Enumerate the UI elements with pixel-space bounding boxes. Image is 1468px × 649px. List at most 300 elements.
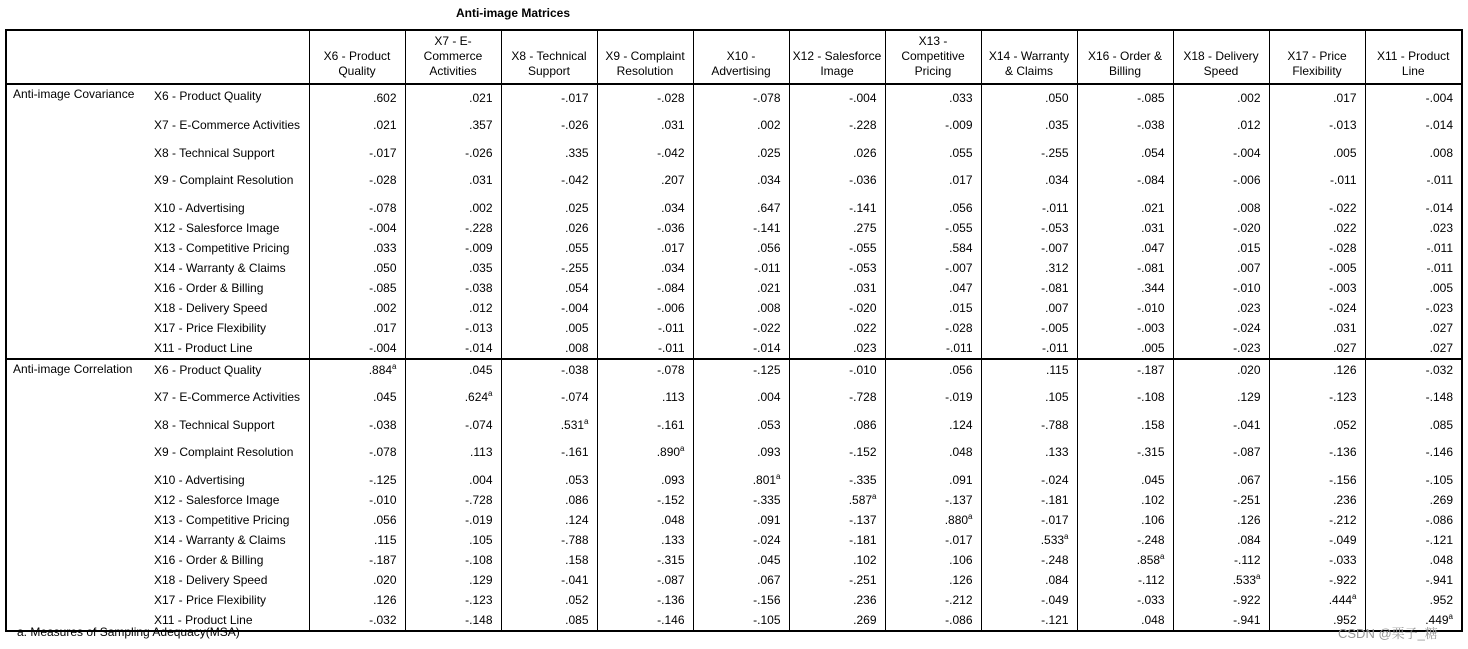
cell-value: .005: [565, 320, 589, 335]
cell-value: -.041: [1233, 417, 1261, 432]
value-cell: [1365, 550, 1462, 570]
cell-value: .312: [1045, 260, 1069, 275]
value-cell: [789, 163, 885, 198]
value-cell: [597, 415, 693, 435]
cell-value: -.010: [369, 492, 397, 507]
cell-value: -.161: [561, 445, 589, 459]
cell-value: -.011: [658, 320, 685, 335]
cell-value: -.123: [1329, 390, 1357, 404]
cell-value: -.028: [369, 173, 397, 187]
cell-value: .005: [1333, 145, 1357, 160]
value-cell: [981, 218, 1077, 238]
row-label: X6 - Product Quality: [152, 359, 309, 380]
cell-value: -.053: [849, 260, 877, 275]
cell-value: -.181: [849, 532, 877, 547]
value-cell: [1365, 108, 1462, 143]
cell-value: -.004: [561, 300, 589, 315]
cell-value: -.081: [1041, 280, 1069, 295]
value-cell: [1077, 338, 1173, 359]
table-row: [6, 163, 1462, 198]
value-cell: [981, 510, 1077, 530]
cell-value: .091: [949, 472, 973, 487]
value-cell: [597, 380, 693, 415]
cell-value: -.156: [753, 592, 781, 607]
cell-value: .027: [1429, 320, 1453, 335]
column-header: X8 - Technical Support: [501, 30, 597, 84]
value-cell: [981, 610, 1077, 631]
value-cell: [693, 550, 789, 570]
cell-value: .587: [848, 492, 873, 507]
cell-value: -.055: [945, 220, 973, 235]
row-label: X9 - Complaint Resolution: [154, 445, 294, 459]
value-cell: [981, 298, 1077, 318]
value-cell: [789, 218, 885, 238]
value-cell: [405, 143, 501, 163]
cell-value: -.003: [1329, 280, 1357, 295]
value-cell: [405, 108, 501, 143]
covariance-section: [6, 84, 1462, 359]
cell-value: .533: [1040, 532, 1065, 547]
cell-value: -.006: [1233, 173, 1261, 187]
cell-value: -.141: [753, 220, 781, 235]
value-cell: [693, 298, 789, 318]
value-cell: [309, 143, 405, 163]
value-cell: [1269, 530, 1365, 550]
section-label: Anti-image Correlation: [6, 359, 152, 631]
value-cell: [597, 570, 693, 590]
cell-value: .026: [853, 145, 877, 160]
value-cell: [405, 258, 501, 278]
cell-value: .085: [1429, 417, 1453, 432]
cell-value: -.017: [369, 145, 397, 160]
value-cell: [1077, 108, 1173, 143]
cell-value: -.020: [849, 300, 877, 315]
value-cell: [1269, 278, 1365, 298]
value-cell: [1365, 84, 1462, 108]
value-cell: [789, 143, 885, 163]
cell-value: -.019: [465, 512, 493, 527]
cell-value: -.026: [465, 145, 493, 160]
value-cell: [1365, 415, 1462, 435]
cell-value: .004: [757, 390, 781, 404]
value-cell: [1077, 318, 1173, 338]
value-cell: [693, 163, 789, 198]
anti-image-matrices-table: [5, 29, 1463, 632]
cell-value: .026: [565, 220, 589, 235]
value-cell: [1365, 510, 1462, 530]
value-cell: [885, 318, 981, 338]
cell-value: -.004: [1425, 90, 1453, 105]
value-cell: [501, 570, 597, 590]
value-cell: [405, 238, 501, 258]
cell-value: .602: [373, 90, 397, 105]
value-cell: [501, 359, 597, 380]
cell-value: .105: [469, 532, 493, 547]
value-cell: [885, 108, 981, 143]
footnote: a. Measures of Sampling Adequacy(MSA): [17, 625, 240, 639]
value-cell: [1173, 318, 1269, 338]
value-cell: [885, 550, 981, 570]
cell-value: -.335: [753, 492, 781, 507]
cell-value: .093: [757, 445, 781, 459]
value-cell: [981, 278, 1077, 298]
cell-value: .033: [949, 90, 973, 105]
value-cell: [789, 610, 885, 631]
cell-value: .105: [1045, 390, 1069, 404]
value-cell: [693, 435, 789, 470]
cell-value: -.125: [753, 362, 781, 377]
cell-value: -.728: [465, 492, 493, 507]
cell-value: -.085: [369, 280, 397, 295]
cell-value: -.161: [657, 417, 685, 432]
cell-value: .025: [757, 145, 781, 160]
row-label: X18 - Delivery Speed: [154, 300, 268, 315]
cell-value: -.251: [849, 572, 877, 587]
table-row: [6, 550, 1462, 570]
cell-value: -.038: [561, 362, 589, 377]
value-cell: [1173, 415, 1269, 435]
row-label: X10 - Advertising: [154, 472, 245, 487]
value-cell: [789, 278, 885, 298]
value-cell: [309, 610, 405, 631]
row-label: X13 - Competitive Pricing: [154, 240, 290, 255]
cell-value: .035: [1045, 118, 1069, 132]
cell-value: .048: [1429, 552, 1453, 567]
cell-value: .015: [1237, 240, 1261, 255]
table-row: [6, 84, 1462, 108]
cell-value: -.011: [754, 260, 781, 275]
cell-value: .002: [469, 200, 493, 215]
value-cell: [981, 108, 1077, 143]
cell-value: -.146: [657, 612, 685, 627]
cell-value: .047: [949, 280, 973, 295]
cell-value: -.212: [1329, 512, 1357, 527]
value-cell: [405, 218, 501, 238]
value-cell: [693, 359, 789, 380]
cell-value: -.022: [753, 320, 781, 335]
value-cell: [789, 198, 885, 218]
value-cell: [1173, 610, 1269, 631]
value-cell: [1269, 435, 1365, 470]
cell-value: -.014: [1425, 200, 1453, 215]
cell-value: .008: [1237, 200, 1261, 215]
value-cell: [309, 318, 405, 338]
value-cell: [1365, 590, 1462, 610]
value-cell: [501, 510, 597, 530]
value-cell: [1173, 258, 1269, 278]
cell-value: .158: [1141, 417, 1165, 432]
cell-value: .027: [1429, 340, 1453, 355]
cell-value: .126: [1237, 512, 1261, 527]
value-cell: [1365, 470, 1462, 490]
cell-value: .031: [661, 118, 685, 132]
value-cell: [309, 278, 405, 298]
cell-value: -.084: [657, 280, 685, 295]
cell-value: -.728: [849, 390, 877, 404]
cell-value: -.228: [849, 118, 877, 132]
cell-value: -.024: [1041, 472, 1069, 487]
cell-value: .031: [469, 173, 493, 187]
value-cell: [1077, 278, 1173, 298]
cell-value: .801: [752, 472, 777, 487]
value-cell: [597, 163, 693, 198]
cell-value: -.121: [1425, 532, 1453, 547]
value-cell: [309, 590, 405, 610]
value-cell: [501, 380, 597, 415]
cell-value: -.013: [465, 320, 493, 335]
cell-value: -.028: [1329, 240, 1357, 255]
value-cell: [789, 470, 885, 490]
cell-value: .624: [464, 390, 489, 404]
value-cell: [1269, 590, 1365, 610]
row-label: X14 - Warranty & Claims: [154, 532, 286, 547]
cell-value: .880: [944, 512, 969, 527]
cell-value: -.013: [1329, 118, 1357, 132]
cell-value: .236: [853, 592, 877, 607]
cell-value: -.033: [1137, 592, 1165, 607]
cell-value: -.007: [945, 260, 973, 275]
value-cell: [1365, 218, 1462, 238]
value-cell: [1077, 198, 1173, 218]
value-cell: [1077, 380, 1173, 415]
cell-value: -.032: [369, 612, 397, 627]
table-row: [6, 590, 1462, 610]
cell-value: -.011: [1042, 200, 1069, 215]
msa-marker: a: [776, 471, 781, 481]
cell-value: -.108: [1137, 390, 1165, 404]
cell-value: .126: [949, 572, 973, 587]
value-cell: [597, 435, 693, 470]
value-cell: [1173, 470, 1269, 490]
cell-value: .133: [661, 532, 685, 547]
row-label: X10 - Advertising: [154, 200, 245, 215]
value-cell: [981, 238, 1077, 258]
value-cell: [405, 359, 501, 380]
value-cell: [501, 218, 597, 238]
value-cell: [885, 198, 981, 218]
cell-value: .008: [757, 300, 781, 315]
value-cell: [693, 610, 789, 631]
table-row: [6, 238, 1462, 258]
value-cell: [693, 530, 789, 550]
value-cell: [1269, 380, 1365, 415]
cell-value: -.011: [1426, 173, 1453, 187]
value-cell: [693, 143, 789, 163]
value-cell: [501, 338, 597, 359]
value-cell: [1077, 238, 1173, 258]
cell-value: .055: [949, 145, 973, 160]
value-cell: [981, 470, 1077, 490]
table-row: [6, 143, 1462, 163]
cell-value: .449: [1425, 612, 1449, 627]
value-cell: [1077, 530, 1173, 550]
msa-marker: a: [1352, 591, 1357, 601]
cell-value: .269: [1429, 492, 1453, 507]
column-header: X17 - Price Flexibility: [1269, 30, 1365, 84]
cell-value: .106: [949, 552, 973, 567]
value-cell: [1077, 590, 1173, 610]
column-header: X13 - Competitive Pricing: [885, 30, 981, 84]
value-cell: [981, 198, 1077, 218]
cell-value: .020: [373, 572, 397, 587]
value-cell: [693, 108, 789, 143]
column-header: X6 - Product Quality: [309, 30, 405, 84]
cell-value: .444: [1328, 592, 1353, 607]
value-cell: [1077, 359, 1173, 380]
cell-value: .344: [1141, 280, 1165, 295]
table-row: [6, 218, 1462, 238]
value-cell: [1077, 143, 1173, 163]
cell-value: -.055: [849, 240, 877, 255]
value-cell: [1365, 380, 1462, 415]
value-cell: [693, 278, 789, 298]
cell-value: .056: [949, 200, 973, 215]
row-label: X7 - E-Commerce Activities: [154, 390, 301, 404]
cell-value: .086: [565, 492, 589, 507]
value-cell: [885, 258, 981, 278]
value-cell: [405, 84, 501, 108]
value-cell: [981, 550, 1077, 570]
cell-value: .054: [565, 280, 589, 295]
value-cell: [981, 380, 1077, 415]
value-cell: [1077, 470, 1173, 490]
value-cell: [1077, 415, 1173, 435]
cell-value: -.123: [465, 592, 493, 607]
cell-value: -.024: [1329, 300, 1357, 315]
msa-marker: a: [1256, 571, 1261, 581]
cell-value: -.136: [1329, 445, 1357, 459]
cell-value: -.187: [1137, 362, 1165, 377]
cell-value: .129: [469, 572, 493, 587]
value-cell: [885, 143, 981, 163]
value-cell: [405, 318, 501, 338]
cell-value: .102: [1141, 492, 1165, 507]
value-cell: [789, 298, 885, 318]
cell-value: .023: [1429, 220, 1453, 235]
cell-value: -.011: [1042, 340, 1069, 355]
cell-value: .126: [373, 592, 397, 607]
value-cell: [405, 510, 501, 530]
value-cell: [1173, 278, 1269, 298]
cell-value: -.017: [945, 532, 973, 547]
cell-value: -.036: [849, 173, 877, 187]
cell-value: .023: [853, 340, 877, 355]
value-cell: [1269, 359, 1365, 380]
value-cell: [1269, 298, 1365, 318]
cell-value: -.788: [561, 532, 589, 547]
value-cell: [885, 359, 981, 380]
value-cell: [1173, 218, 1269, 238]
value-cell: [693, 198, 789, 218]
cell-value: -.255: [561, 260, 589, 275]
value-cell: [981, 258, 1077, 278]
value-cell: [1077, 570, 1173, 590]
msa-marker: a: [1064, 531, 1069, 541]
value-cell: [309, 570, 405, 590]
cell-value: -.017: [1041, 512, 1069, 527]
cell-value: -.181: [1041, 492, 1069, 507]
value-cell: [981, 338, 1077, 359]
column-header: X9 - Complaint Resolution: [597, 30, 693, 84]
value-cell: [405, 278, 501, 298]
row-label: X14 - Warranty & Claims: [154, 260, 286, 275]
value-cell: [885, 380, 981, 415]
value-cell: [1173, 490, 1269, 510]
cell-value: -.125: [369, 472, 397, 487]
row-label: X11 - Product Line: [154, 612, 253, 627]
cell-value: -.137: [849, 512, 877, 527]
value-cell: [1269, 550, 1365, 570]
row-label: X13 - Competitive Pricing: [154, 512, 290, 527]
value-cell: [1077, 218, 1173, 238]
cell-value: .236: [1333, 492, 1357, 507]
value-cell: [789, 84, 885, 108]
table-row: [6, 359, 1462, 380]
row-label: X16 - Order & Billing: [154, 552, 264, 567]
table-row: [6, 510, 1462, 530]
value-cell: [1365, 530, 1462, 550]
value-cell: [1173, 380, 1269, 415]
cell-value: -.020: [1233, 220, 1261, 235]
cell-value: -.078: [753, 90, 781, 105]
cell-value: .034: [757, 173, 781, 187]
value-cell: [789, 570, 885, 590]
cell-value: .067: [757, 572, 781, 587]
msa-marker: a: [392, 361, 397, 371]
cell-value: .008: [565, 340, 589, 355]
row-label: X7 - E-Commerce Activities: [154, 118, 301, 132]
cell-value: .533: [1232, 572, 1257, 587]
cell-value: -.335: [849, 472, 877, 487]
value-cell: [885, 238, 981, 258]
value-cell: [405, 610, 501, 631]
cell-value: -.922: [1233, 592, 1261, 607]
cell-value: .584: [949, 240, 973, 255]
cell-value: .158: [565, 552, 589, 567]
value-cell: [1365, 143, 1462, 163]
cell-value: -.105: [1425, 472, 1453, 487]
cell-value: -.038: [465, 280, 493, 295]
value-cell: [789, 108, 885, 143]
value-cell: [1269, 490, 1365, 510]
cell-value: .021: [757, 280, 781, 295]
cell-value: .126: [1333, 362, 1357, 377]
cell-value: -.137: [945, 492, 973, 507]
value-cell: [693, 84, 789, 108]
value-cell: [597, 510, 693, 530]
value-cell: [405, 338, 501, 359]
value-cell: [1077, 163, 1173, 198]
value-cell: [1269, 318, 1365, 338]
table-row: [6, 380, 1462, 415]
cell-value: -.023: [1425, 300, 1453, 315]
value-cell: [501, 258, 597, 278]
cell-value: -.032: [1425, 362, 1453, 377]
value-cell: [501, 590, 597, 610]
cell-value: -.005: [1041, 320, 1069, 335]
value-cell: [597, 298, 693, 318]
value-cell: [789, 510, 885, 530]
value-cell: [405, 298, 501, 318]
cell-value: -.038: [369, 417, 397, 432]
cell-value: .093: [661, 472, 685, 487]
cell-value: -.011: [658, 340, 685, 355]
cell-value: .129: [1237, 390, 1261, 404]
cell-value: .031: [1141, 220, 1165, 235]
value-cell: [309, 415, 405, 435]
value-cell: [885, 84, 981, 108]
msa-marker: a: [584, 416, 589, 426]
